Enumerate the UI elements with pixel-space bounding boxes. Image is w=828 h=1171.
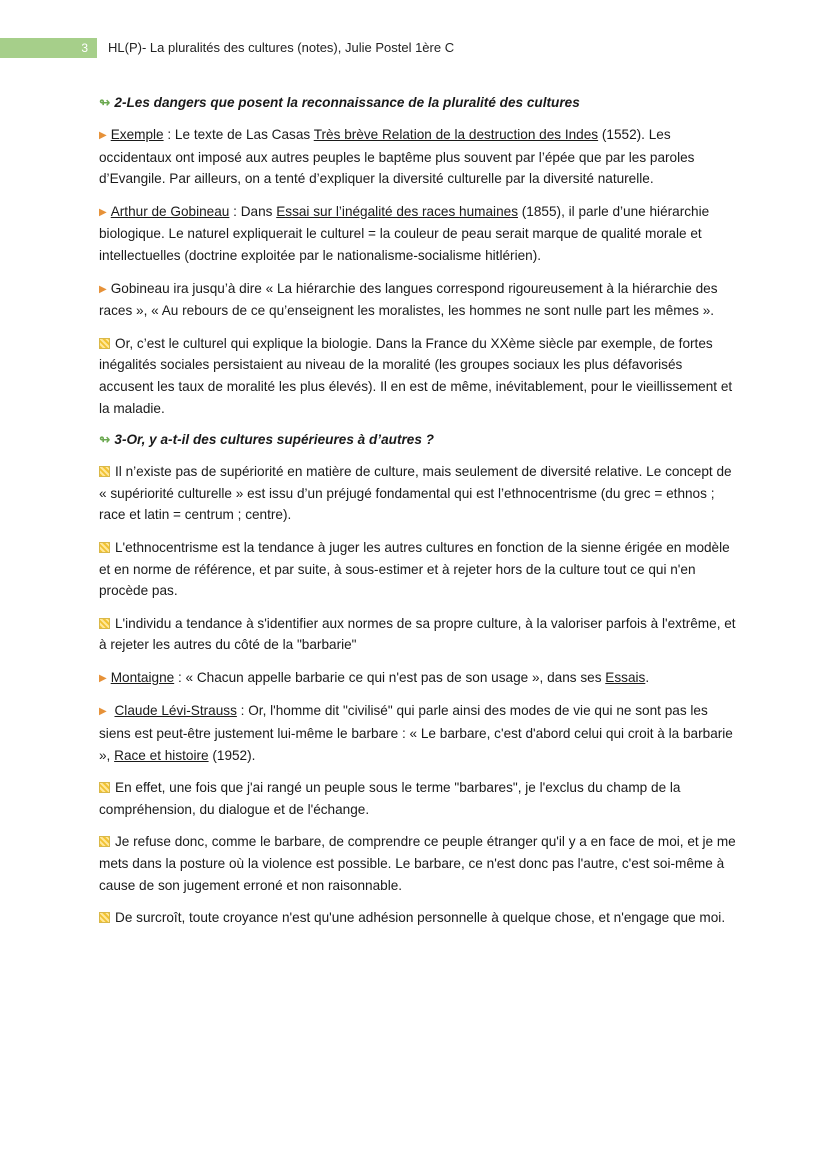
triangle-bullet-icon: ▶ — [99, 130, 107, 141]
paragraph: Or, c’est le culturel qui explique la biologie. Dans la France du XXème siècle par exemple, de fortes inégalités sociales persistaient au niveau de la moralité (les groupes sociaux les plus défavorisés accusent les taux de moralité les plus élevés). Il en est de même, inévitablement, pour le vieillissement et la maladie. — [99, 335, 733, 416]
paragraph: Je refuse donc, comme le barbare, de comprendre ce peuple étranger qu'il y a en face de moi, et je me mets dans la posture où la violence est possible. Le barbare, ce n'est donc pas l'autre, c'est soi-même à cause de son jugement erroné et non raisonnable. — [99, 834, 736, 893]
document-body — [99, 93, 739, 940]
header-title: HL(P)- La pluralités des cultures (notes), Julie Postel 1ère C — [108, 40, 455, 55]
work-title: Essais — [605, 669, 646, 685]
paragraph: En effet, une fois que j'ai rangé un peuple sous le terme "barbares", je l'exclus du champ de la compréhension, du dialogue et de l'échange. — [99, 780, 681, 817]
hatched-square-icon — [99, 836, 110, 847]
hatched-square-icon — [99, 618, 110, 629]
reference-name: Exemple — [110, 127, 164, 142]
reference-name: Montaigne — [110, 669, 175, 685]
work-title: Essai sur l’inégalité des races humaines — [276, 203, 518, 219]
paragraph: ▶ Arthur de Gobineau : Dans Essai sur l’inégalité des races humaines (1855), il parle d’une hiérarchie biologique. Le naturel expliquerait le culturel = la couleur de peau serait marque de qualité morale et intellectuelles (doctrine exploitée par le nationalisme-socialisme hitlérien). — [99, 203, 710, 263]
triangle-bullet-icon: ▶ — [99, 206, 107, 218]
section-3-heading: ↬ 3-Or, y a-t-il des cultures supérieures à d’autres ? — [99, 432, 434, 448]
hatched-square-icon — [99, 542, 110, 553]
hatched-square-icon — [99, 782, 110, 793]
paragraph: L'individu a tendance à s'identifier aux normes de sa propre culture, à la valoriser parfois à l'extrême, et à rejeter les autres du côté de la "barbarie" — [99, 615, 736, 653]
section-2-heading: ↬ 2-Les dangers que posent la reconnaissance de la pluralité des cultures — [99, 95, 580, 110]
paragraph: De surcroît, toute croyance n'est qu'une adhésion personnelle à quelque chose, et n'engage que moi. — [99, 907, 739, 929]
curly-arrow-icon: ↬ — [99, 432, 111, 448]
paragraph: L'ethnocentrisme est la tendance à juger les autres cultures en fonction de la sienne érigée en modèle et en norme de référence, et par suite, à sous-estimer et à rejeter hors de la culture tout ce qui n'en procède pas. — [99, 539, 730, 599]
paragraph: ▶ Montaigne : « Chacun appelle barbarie ce qui n'est pas de son usage », dans ses Essais. — [99, 669, 650, 685]
paragraph: ▶ Gobineau ira jusqu’à dire « La hiérarchie des langues correspond rigoureusement à la hiérarchie des races », « Au rebours de ce qu’enseignent les moralistes, les hommes ne sont nulle part les mêmes ». — [99, 280, 718, 319]
reference-name: Claude Lévi-Strauss — [114, 703, 237, 719]
reference-name: Arthur de Gobineau — [110, 203, 230, 219]
hatched-square-icon — [99, 912, 110, 923]
paragraph: ▶ Claude Lévi-Strauss : Or, l'homme dit "civilisé" qui parle ainsi des modes de vie qui ne sont pas les siens est peut-être justement lui-même le barbare : « Le barbare, c'est d'abord celui qui croit à la barbarie », Race et histoire (1952). — [99, 703, 733, 763]
paragraph: ▶ Exemple : Le texte de Las Casas Très brève Relation de la destruction des Indes (1552). Les occidentaux ont imposé aux autres peuples le baptême plus souvent par l’épée que par les paroles d’Evangile. Par ailleurs, on a tenté d’expliquer la diversité culturelle par la diversité naturelle. — [99, 127, 695, 187]
hatched-square-icon — [99, 466, 110, 477]
page-number: 3 — [0, 38, 97, 58]
paragraph: Il n’existe pas de supériorité en matière de culture, mais seulement de diversité relative. Le concept de « supériorité culturelle » est issu d’un préjugé fondamental qui est l’ethnocentrisme (du grec = ethnos ; race et latin = centrum ; centre). — [99, 464, 732, 523]
curly-arrow-icon: ↬ — [99, 95, 111, 110]
work-title: Race et histoire — [114, 747, 209, 763]
triangle-bullet-icon: ▶ — [99, 706, 107, 718]
page-header — [0, 38, 828, 58]
work-title: Très brève Relation de la destruction des Indes — [313, 127, 599, 142]
hatched-square-icon — [99, 338, 110, 349]
triangle-bullet-icon: ▶ — [99, 672, 107, 684]
triangle-bullet-icon: ▶ — [99, 283, 107, 295]
